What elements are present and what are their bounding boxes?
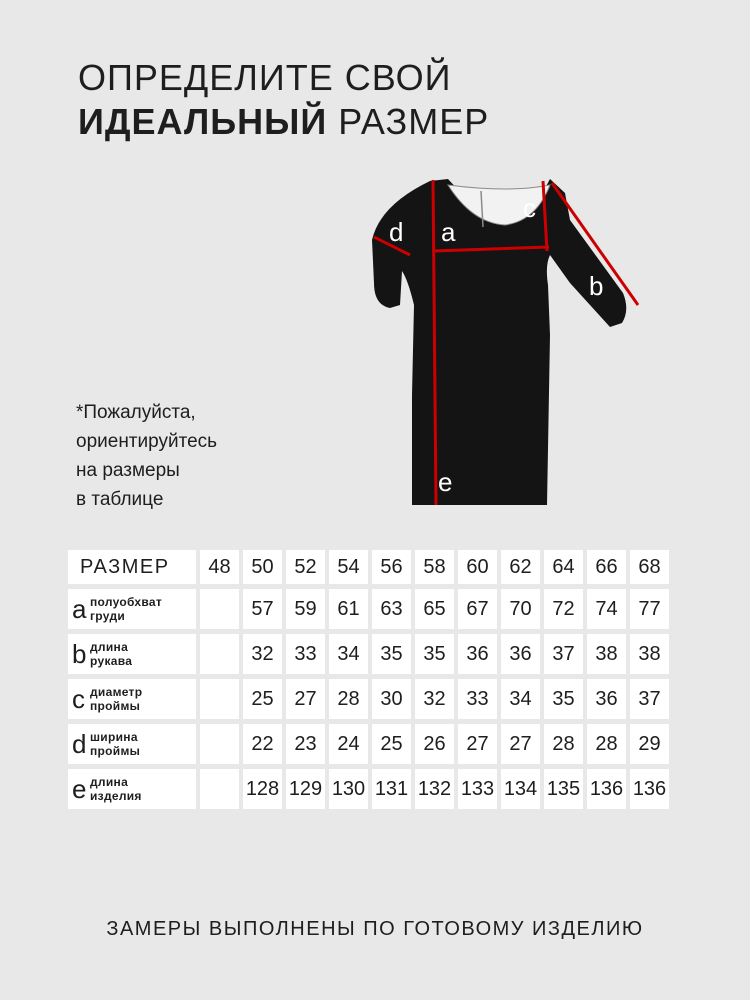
size-header-cell: 50 [243,550,282,584]
table-cell: 35 [415,634,454,674]
table-cell: 130 [329,769,368,809]
table-cell [200,769,239,809]
size-header-cell: 58 [415,550,454,584]
row-desc-line: груди [90,609,126,623]
size-header-cell: 60 [458,550,497,584]
row-desc-line: длина [90,775,129,789]
table-cell: 57 [243,589,282,629]
table-cell: 65 [415,589,454,629]
dress-silhouette [372,179,626,505]
note-line: на размеры [76,460,180,481]
note-line: ориентируйтесь [76,431,218,452]
size-header-cell: 68 [630,550,669,584]
table-cell: 136 [587,769,626,809]
table-cell [200,679,239,719]
table-cell: 35 [544,679,583,719]
table-cell: 28 [329,679,368,719]
table-cell: 34 [329,634,368,674]
table-cell [200,634,239,674]
table-cell: 131 [372,769,411,809]
table-cell: 59 [286,589,325,629]
table-cell: 28 [544,724,583,764]
table-cell: 63 [372,589,411,629]
table-cell: 72 [544,589,583,629]
table-cell: 25 [372,724,411,764]
table-cell: 27 [286,679,325,719]
measure-row-d [68,724,669,764]
table-cell: 25 [243,679,282,719]
size-header-label: РАЗМЕР [68,550,196,584]
row-letter: a [72,594,87,624]
row-label [68,634,196,674]
row-label [68,724,196,764]
table-cell: 38 [587,634,626,674]
row-desc-line: изделия [90,789,142,803]
size-note [76,398,217,514]
table-cell [200,589,239,629]
table-cell: 129 [286,769,325,809]
table-cell: 37 [544,634,583,674]
row-desc-line: полуобхват [90,595,163,609]
table-cell: 136 [630,769,669,809]
row-letter: b [72,639,87,669]
size-header-cell: 62 [501,550,540,584]
size-header-cell: 64 [544,550,583,584]
table-cell: 32 [415,679,454,719]
table-cell: 135 [544,769,583,809]
table-cell: 77 [630,589,669,629]
row-desc-line: ширина [90,730,138,744]
table-cell: 26 [415,724,454,764]
page-title [78,56,489,144]
size-header-row [68,550,669,584]
row-label [68,769,196,809]
diagram-label-c: c [523,193,536,223]
size-header-cell: 66 [587,550,626,584]
table-cell: 24 [329,724,368,764]
table-cell: 32 [243,634,282,674]
table-cell: 23 [286,724,325,764]
note-line: *Пожалуйста, [76,402,196,423]
diagram-label-b: b [589,271,604,301]
table-cell: 38 [630,634,669,674]
title-line-1: ОПРЕДЕЛИТЕ СВОЙ [78,57,452,98]
size-header-cell: 54 [329,550,368,584]
title-rest-word: РАЗМЕР [338,101,490,142]
table-cell: 22 [243,724,282,764]
table-cell: 35 [372,634,411,674]
table-cell: 37 [630,679,669,719]
row-letter: d [72,729,87,759]
note-line: в таблице [76,489,164,510]
row-desc-line: проймы [90,699,141,713]
table-cell: 132 [415,769,454,809]
table-cell: 36 [587,679,626,719]
row-label [68,589,196,629]
measurement-footer: ЗАМЕРЫ ВЫПОЛНЕНЫ ПО ГОТОВОМУ ИЗДЕЛИЮ [106,918,644,940]
diagram-label-d: d [389,217,404,247]
table-cell: 36 [501,634,540,674]
title-bold-word: ИДЕАЛЬНЫЙ [78,101,328,142]
table-cell: 36 [458,634,497,674]
table-cell: 134 [501,769,540,809]
table-cell: 128 [243,769,282,809]
row-desc-line: диаметр [90,685,143,699]
table-cell: 34 [501,679,540,719]
table-cell: 33 [458,679,497,719]
table-cell: 70 [501,589,540,629]
measure-row-e [68,769,669,809]
row-letter: c [72,684,85,714]
table-cell: 30 [372,679,411,719]
diagram-label-a: a [441,217,456,247]
size-header-cell: 48 [200,550,239,584]
measure-row-a [68,589,669,629]
row-desc-line: проймы [90,744,141,758]
table-cell: 29 [630,724,669,764]
table-cell: 27 [501,724,540,764]
title-line-2 [78,100,489,144]
row-letter: e [72,774,87,804]
table-cell [200,724,239,764]
measure-row-c [68,679,669,719]
row-desc-line: рукава [90,654,133,668]
size-table [64,545,673,814]
table-cell: 27 [458,724,497,764]
row-desc-line: длина [90,640,129,654]
measure-row-b [68,634,669,674]
table-cell: 67 [458,589,497,629]
table-cell: 133 [458,769,497,809]
table-cell: 28 [587,724,626,764]
table-cell: 33 [286,634,325,674]
table-cell: 74 [587,589,626,629]
dress-diagram [360,175,660,510]
size-header-cell: 52 [286,550,325,584]
diagram-label-e: e [438,467,453,497]
size-header-cell: 56 [372,550,411,584]
table-cell: 61 [329,589,368,629]
row-label [68,679,196,719]
